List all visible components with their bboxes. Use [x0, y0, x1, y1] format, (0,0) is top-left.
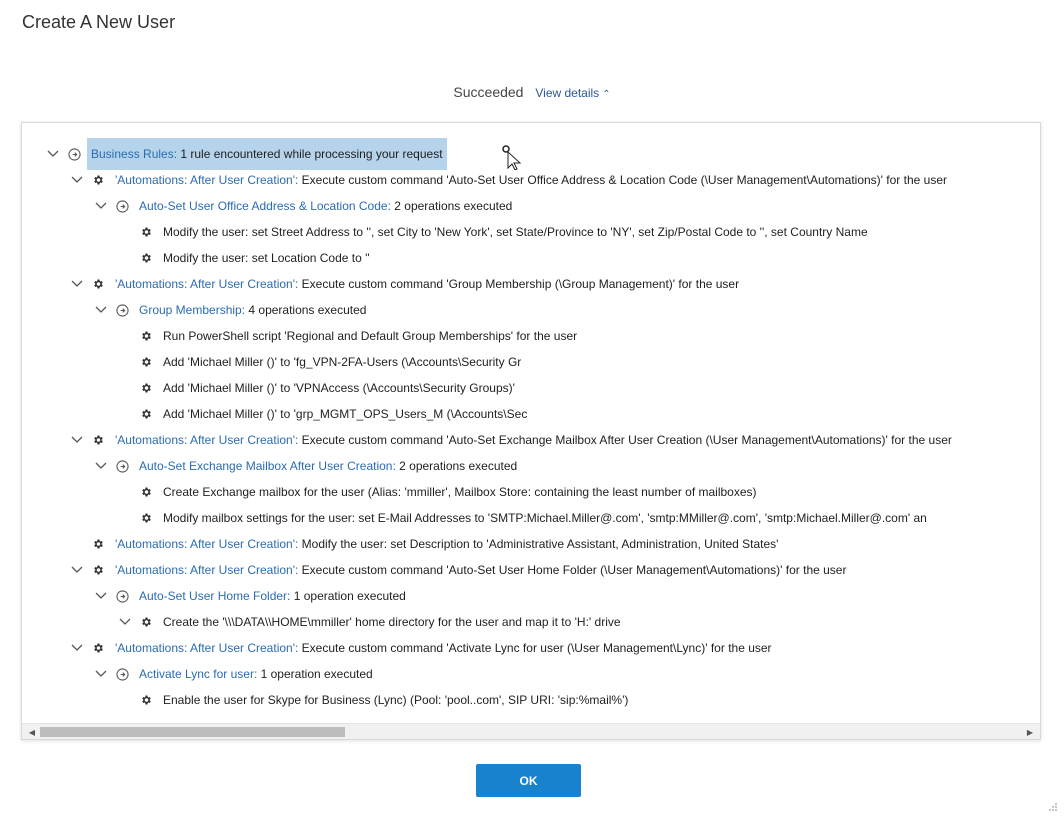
collapse-toggle-icon[interactable]	[71, 434, 83, 446]
tree-row-text	[115, 635, 772, 661]
collapse-toggle-icon[interactable]	[95, 668, 107, 680]
tree-row-text	[163, 687, 628, 713]
tree-row-message: 1 operation executed	[290, 589, 406, 603]
tree-row[interactable]	[22, 687, 1040, 713]
tree-row[interactable]	[22, 245, 1040, 271]
tree-row-message: Modify the user: set Street Address to '', set City to 'New York', set State/Province to 'NY', set Zip/Postal Code to '', set Country Name	[163, 225, 868, 239]
tree-row-message: 2 operations executed	[395, 459, 518, 473]
gear-icon	[139, 251, 153, 265]
collapse-toggle-icon[interactable]	[47, 148, 59, 160]
gear-icon	[139, 355, 153, 369]
tree-row[interactable]	[22, 531, 1040, 557]
tree-row[interactable]	[22, 505, 1040, 531]
circle-arrow-icon	[115, 589, 129, 603]
status-row	[0, 84, 1064, 100]
tree-row-message: Execute custom command 'Activate Lync for user (\User Management\Lync)' for the user	[298, 641, 772, 655]
gear-icon	[139, 225, 153, 239]
tree-row-message: Execute custom command 'Group Membership (\Group Management)' for the user	[298, 277, 740, 291]
tree-row-text	[115, 531, 778, 557]
collapse-toggle-icon[interactable]	[95, 590, 107, 602]
rule-link[interactable]: 'Automations: After User Creation':	[115, 563, 299, 577]
tree-row[interactable]	[22, 141, 1040, 167]
view-details-link[interactable]	[535, 86, 610, 100]
chevron-up-icon: ⌃	[602, 89, 611, 100]
tree-row[interactable]	[22, 583, 1040, 609]
collapse-toggle-icon[interactable]	[71, 278, 83, 290]
tree-row-text	[163, 375, 515, 401]
resize-grip-icon[interactable]	[1048, 802, 1058, 812]
tree-row-text	[87, 138, 447, 170]
tree-row-text	[139, 297, 366, 323]
tree-row-text	[139, 661, 373, 687]
circle-arrow-icon	[115, 667, 129, 681]
operation-log-panel	[21, 122, 1041, 740]
rule-link[interactable]: Group Membership:	[139, 303, 246, 317]
gear-icon	[91, 277, 105, 291]
collapse-toggle-icon[interactable]	[95, 304, 107, 316]
gear-icon	[91, 433, 105, 447]
tree-row-message: Execute custom command 'Auto-Set User Office Address & Location Code (\User Management\Automations)' for the user	[298, 173, 947, 187]
operation-tree	[22, 141, 1040, 713]
tree-row-text	[163, 609, 621, 635]
tree-row[interactable]	[22, 349, 1040, 375]
view-details-label: View details	[535, 86, 600, 100]
collapse-toggle-icon[interactable]	[119, 616, 131, 628]
tree-row-text	[163, 505, 927, 531]
tree-row-message: Add 'Michael Miller ()' to 'VPNAccess (\Accounts\Security Groups)'	[163, 381, 515, 395]
tree-row[interactable]	[22, 193, 1040, 219]
tree-row[interactable]	[22, 375, 1040, 401]
tree-row-message: Enable the user for Skype for Business (Lync) (Pool: 'pool..com', SIP URI: 'sip:%mail%')	[163, 693, 629, 707]
gear-icon	[139, 615, 153, 629]
gear-icon	[91, 641, 105, 655]
tree-row-message: Modify mailbox settings for the user: set E-Mail Addresses to 'SMTP:Michael.Miller@.com', 'smtp:MMiller@.com', 'smtp:Michael.Miller@.com' an	[163, 511, 927, 525]
rule-link[interactable]: Auto-Set User Office Address & Location Code:	[139, 199, 391, 213]
tree-row-text	[139, 583, 406, 609]
tree-row-message: Modify the user: set Description to 'Administrative Assistant, Administration, United States'	[298, 537, 779, 551]
scroll-right-arrow-icon[interactable]: ▶	[1026, 727, 1034, 737]
tree-row-text	[163, 245, 370, 271]
tree-row-text	[163, 401, 527, 427]
tree-row-text	[115, 167, 947, 193]
tree-row-text	[139, 453, 517, 479]
mouse-cursor-icon	[502, 144, 524, 170]
gear-icon	[91, 173, 105, 187]
rule-link[interactable]: 'Automations: After User Creation':	[115, 173, 299, 187]
rule-link[interactable]: 'Automations: After User Creation':	[115, 537, 299, 551]
tree-row-text	[163, 349, 521, 375]
tree-row[interactable]	[22, 453, 1040, 479]
gear-icon	[139, 693, 153, 707]
tree-row-message: Add 'Michael Miller ()' to 'fg_VPN-2FA-Users (\Accounts\Security Gr	[163, 355, 522, 369]
circle-arrow-icon	[67, 147, 81, 161]
tree-row[interactable]	[22, 635, 1040, 661]
tree-row-text	[163, 323, 577, 349]
tree-row-message: Execute custom command 'Auto-Set User Home Folder (\User Management\Automations)' for the user	[298, 563, 847, 577]
tree-row[interactable]	[22, 557, 1040, 583]
circle-arrow-icon	[115, 303, 129, 317]
rule-link[interactable]: 'Automations: After User Creation':	[115, 641, 299, 655]
gear-icon	[91, 537, 105, 551]
gear-icon	[139, 511, 153, 525]
tree-row-text	[163, 219, 868, 245]
tree-row-message: 2 operations executed	[390, 199, 513, 213]
dialog-title: Create A New User	[22, 12, 176, 32]
tree-row[interactable]	[22, 167, 1040, 193]
tree-row-text	[115, 427, 952, 453]
gear-icon	[139, 407, 153, 421]
gear-icon	[139, 329, 153, 343]
tree-row[interactable]	[22, 427, 1040, 453]
tree-row[interactable]	[22, 609, 1040, 635]
tree-row-text	[163, 479, 757, 505]
tree-row-message: Create Exchange mailbox for the user (Alias: 'mmiller', Mailbox Store: containing the least number of mailboxes)	[163, 485, 757, 499]
tree-row[interactable]	[22, 401, 1040, 427]
tree-row-message: Execute custom command 'Auto-Set Exchange Mailbox After User Creation (\User Management\Automations)' for the user	[298, 433, 952, 447]
tree-row-message: Run PowerShell script 'Regional and Default Group Memberships' for the user	[163, 329, 578, 343]
circle-arrow-icon	[115, 459, 129, 473]
rule-link[interactable]: 'Automations: After User Creation':	[115, 277, 299, 291]
rule-link[interactable]: Activate Lync for user:	[139, 667, 258, 681]
scroll-left-arrow-icon[interactable]: ◀	[28, 727, 36, 737]
collapse-toggle-icon[interactable]	[71, 174, 83, 186]
gear-icon	[139, 485, 153, 499]
tree-row[interactable]	[22, 661, 1040, 687]
circle-arrow-icon	[115, 199, 129, 213]
tree-row-message: Add 'Michael Miller ()' to 'grp_MGMT_OPS_Users_M (\Accounts\Sec	[163, 407, 528, 421]
tree-row[interactable]	[22, 479, 1040, 505]
tree-row[interactable]	[22, 271, 1040, 297]
collapse-toggle-icon[interactable]	[71, 564, 83, 576]
collapse-toggle-icon[interactable]	[95, 460, 107, 472]
tree-row-text	[115, 271, 739, 297]
tree-row[interactable]	[22, 323, 1040, 349]
tree-row[interactable]	[22, 219, 1040, 245]
tree-row-text	[139, 193, 512, 219]
tree-row-message: Modify the user: set Location Code to ''	[163, 251, 370, 265]
rule-link[interactable]: 'Automations: After User Creation':	[115, 433, 299, 447]
tree-row-message: Create the '\\\DATA\\HOME\mmiller' home directory for the user and map it to 'H:' drive	[163, 615, 621, 629]
rule-link[interactable]: Auto-Set User Home Folder:	[139, 589, 291, 603]
tree-row-message: 1 rule encountered while processing your request	[177, 147, 443, 161]
rule-link[interactable]: Business Rules:	[91, 147, 178, 161]
ok-button[interactable]: OK	[476, 764, 581, 797]
scrollbar-thumb[interactable]	[40, 727, 345, 737]
tree-row-text	[115, 557, 846, 583]
collapse-toggle-icon[interactable]	[95, 200, 107, 212]
status-text: Succeeded	[453, 84, 524, 100]
rule-link[interactable]: Auto-Set Exchange Mailbox After User Creation:	[139, 459, 396, 473]
horizontal-scrollbar[interactable]	[22, 723, 1040, 739]
gear-icon	[91, 563, 105, 577]
gear-icon	[139, 381, 153, 395]
tree-row[interactable]	[22, 297, 1040, 323]
tree-row-message: 4 operations executed	[245, 303, 367, 317]
tree-row-message: 1 operation executed	[257, 667, 373, 681]
collapse-toggle-icon[interactable]	[71, 642, 83, 654]
